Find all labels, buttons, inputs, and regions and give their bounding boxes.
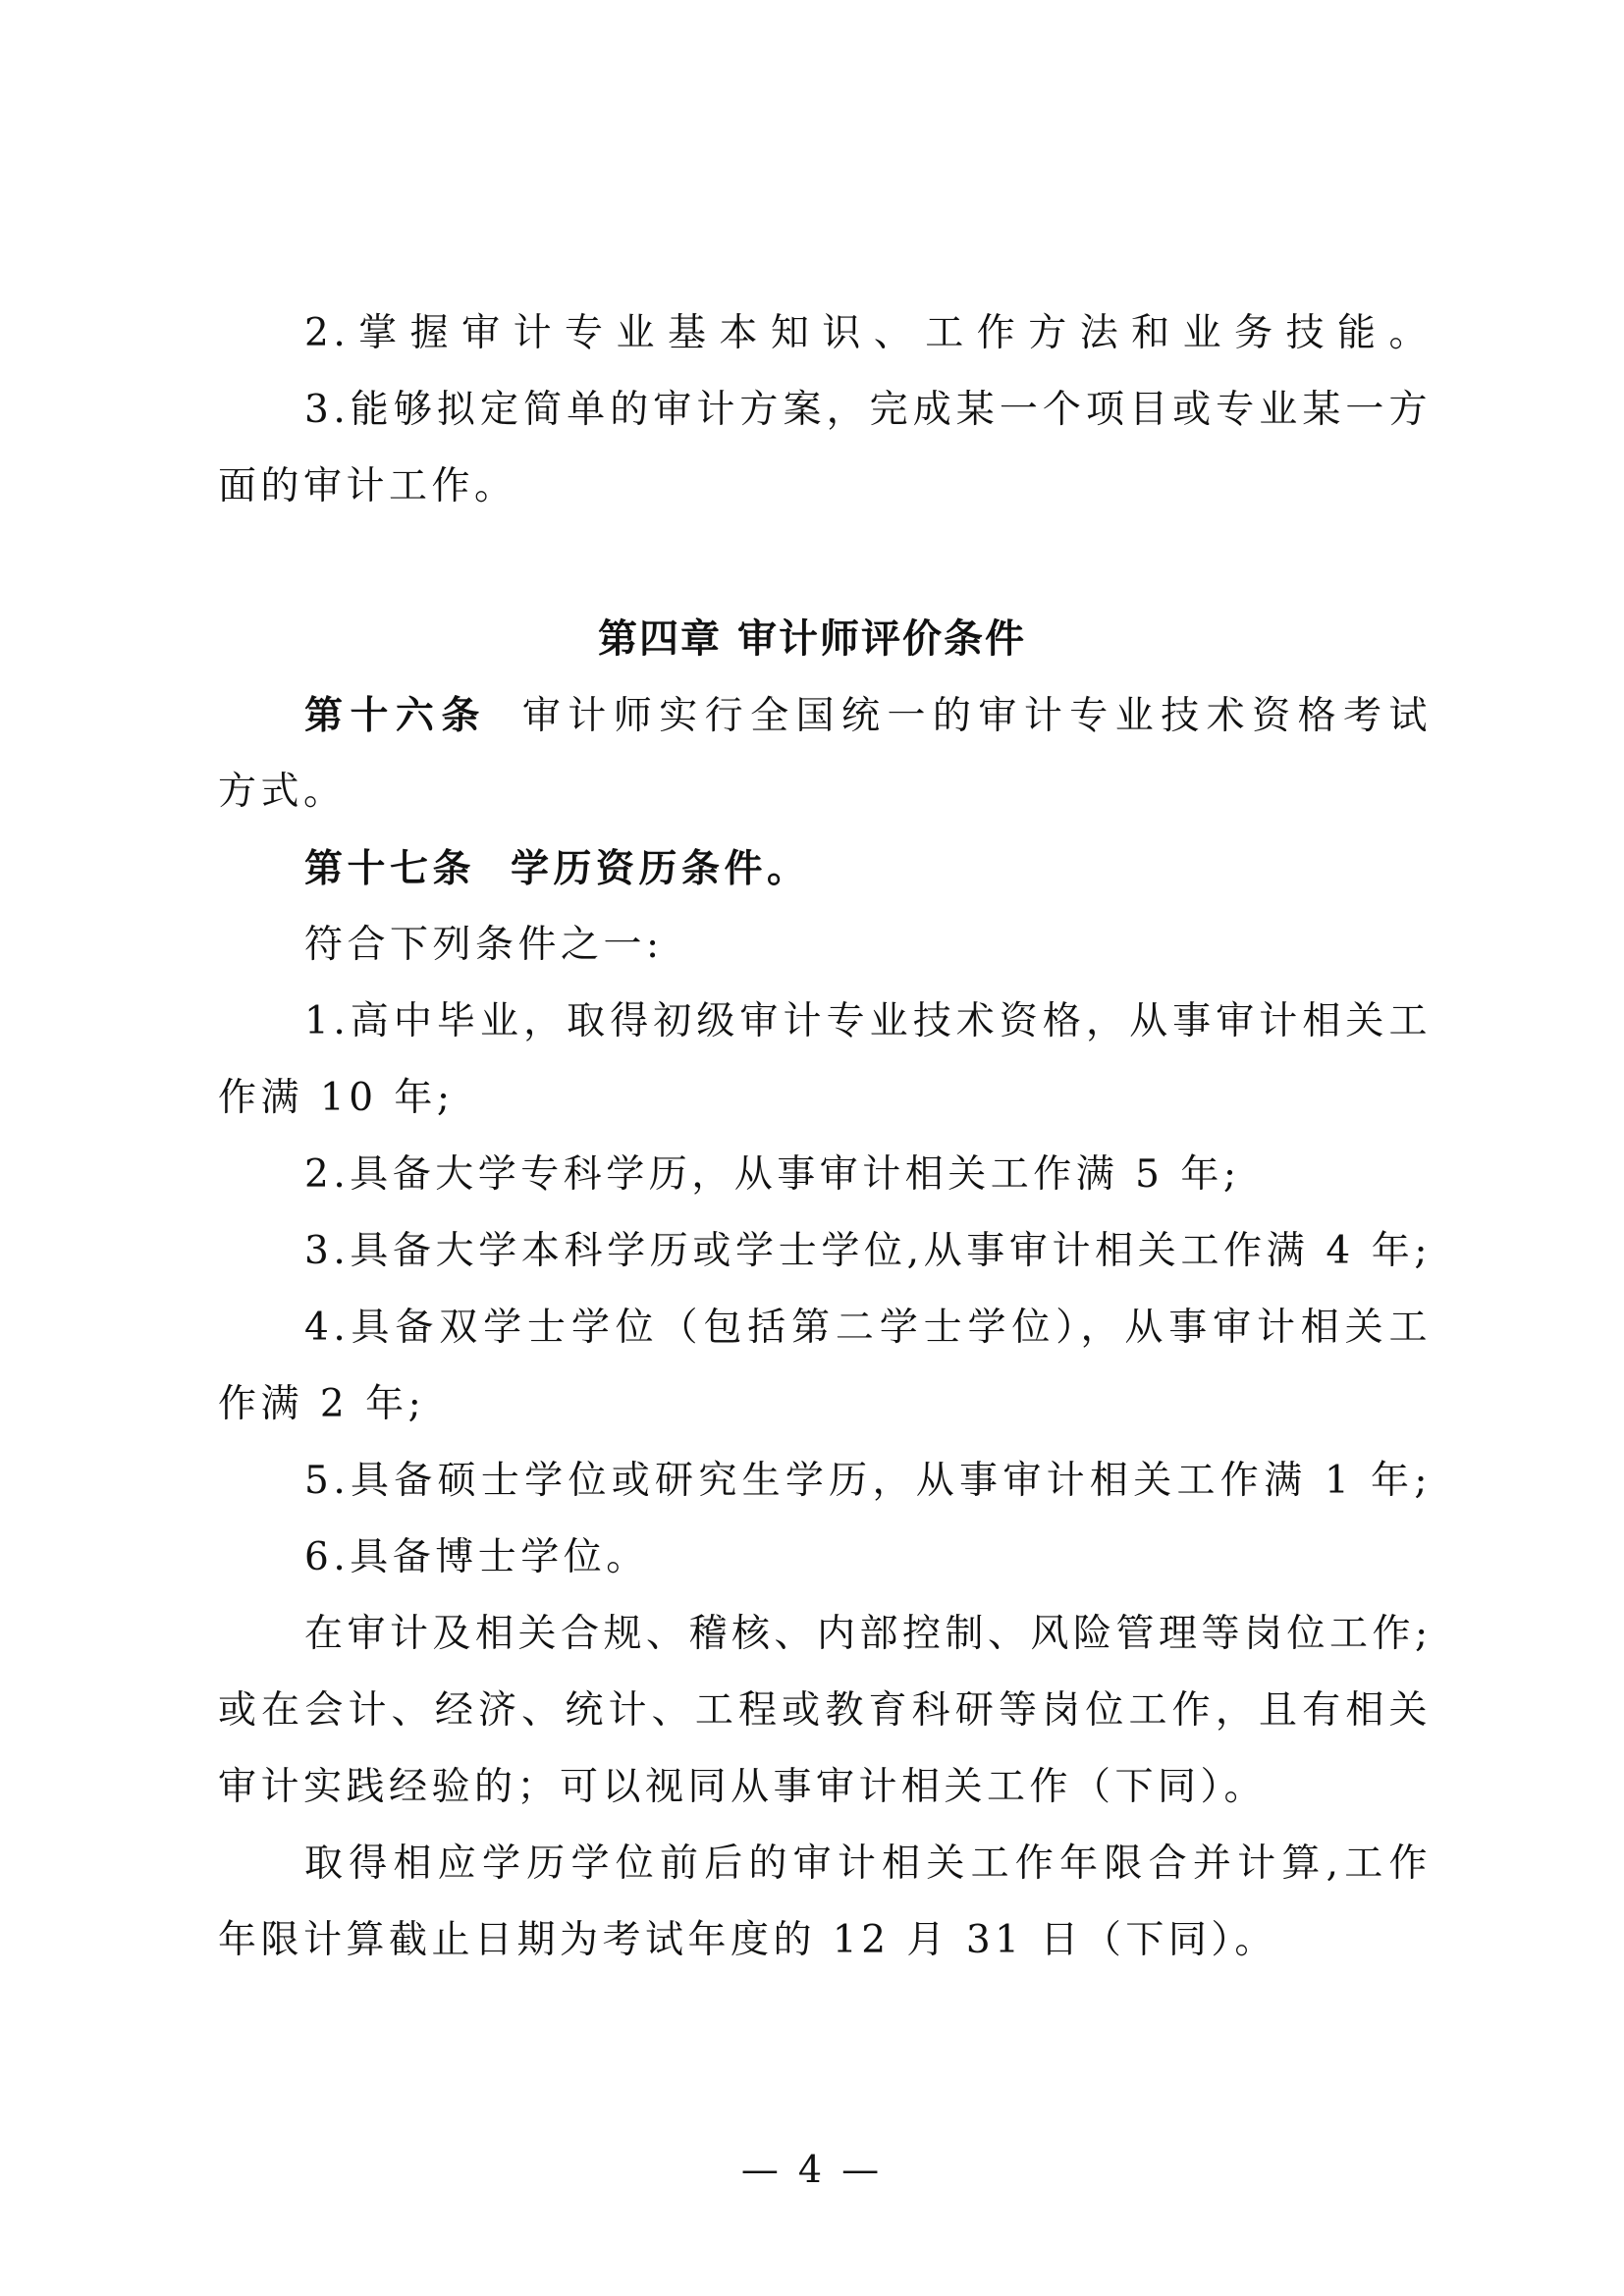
calculation-paragraph: 取得相应学历学位前后的审计相关工作年限合并计算,工作	[304, 1842, 1432, 1886]
condition-6: 6.具备博士学位。	[304, 1535, 649, 1579]
condition-1-continuation: 作满 10 年;	[218, 1076, 455, 1120]
article-17-text: 学历资历条件。	[511, 846, 810, 891]
list-item-2-skills: 2.掌握审计专业基本知识、工作方法和业务技能。	[304, 311, 1432, 355]
article-17-heading: 第十七条	[304, 846, 476, 891]
list-item-3-audit-plan: 3.能够拟定简单的审计方案，完成某一个项目或专业某一方	[304, 388, 1432, 432]
article-16-text: 审计师实行全国统一的审计专业技术资格考试	[521, 694, 1432, 738]
calculation-paragraph-line-2: 年限计算截止日期为考试年度的 12 月 31 日（下同）。	[218, 1918, 1277, 1962]
article-16-continuation: 方式。	[218, 770, 347, 814]
condition-4-continuation: 作满 2 年;	[218, 1382, 426, 1426]
article-17	[304, 839, 1432, 898]
condition-3: 3.具备大学本科学历或学士学位,从事审计相关工作满 4 年;	[304, 1229, 1432, 1273]
equivalence-paragraph-line-3: 审计实践经验的；可以视同从事审计相关工作（下同）。	[218, 1765, 1268, 1809]
condition-1: 1.高中毕业，取得初级审计专业技术资格，从事审计相关工	[304, 999, 1432, 1043]
conditions-intro: 符合下列条件之一:	[304, 923, 664, 967]
condition-2: 2.具备大学专科学历，从事审计相关工作满 5 年;	[304, 1152, 1241, 1197]
page-number: — 4 —	[740, 2148, 884, 2191]
article-16	[304, 686, 1432, 745]
condition-4: 4.具备双学士学位（包括第二学士学位），从事审计相关工	[304, 1306, 1432, 1350]
list-item-3-continuation: 面的审计工作。	[218, 464, 517, 508]
condition-5: 5.具备硕士学位或研究生学历，从事审计相关工作满 1 年;	[304, 1459, 1432, 1503]
equivalence-paragraph: 在审计及相关合规、稽核、内部控制、风险管理等岗位工作;	[304, 1612, 1433, 1656]
equivalence-paragraph-line-2: 或在会计、经济、统计、工程或教育科研等岗位工作，且有相关	[218, 1688, 1432, 1733]
article-16-heading: 第十六条	[304, 693, 487, 738]
chapter-title: 第四章 审计师评价条件	[598, 615, 1026, 662]
